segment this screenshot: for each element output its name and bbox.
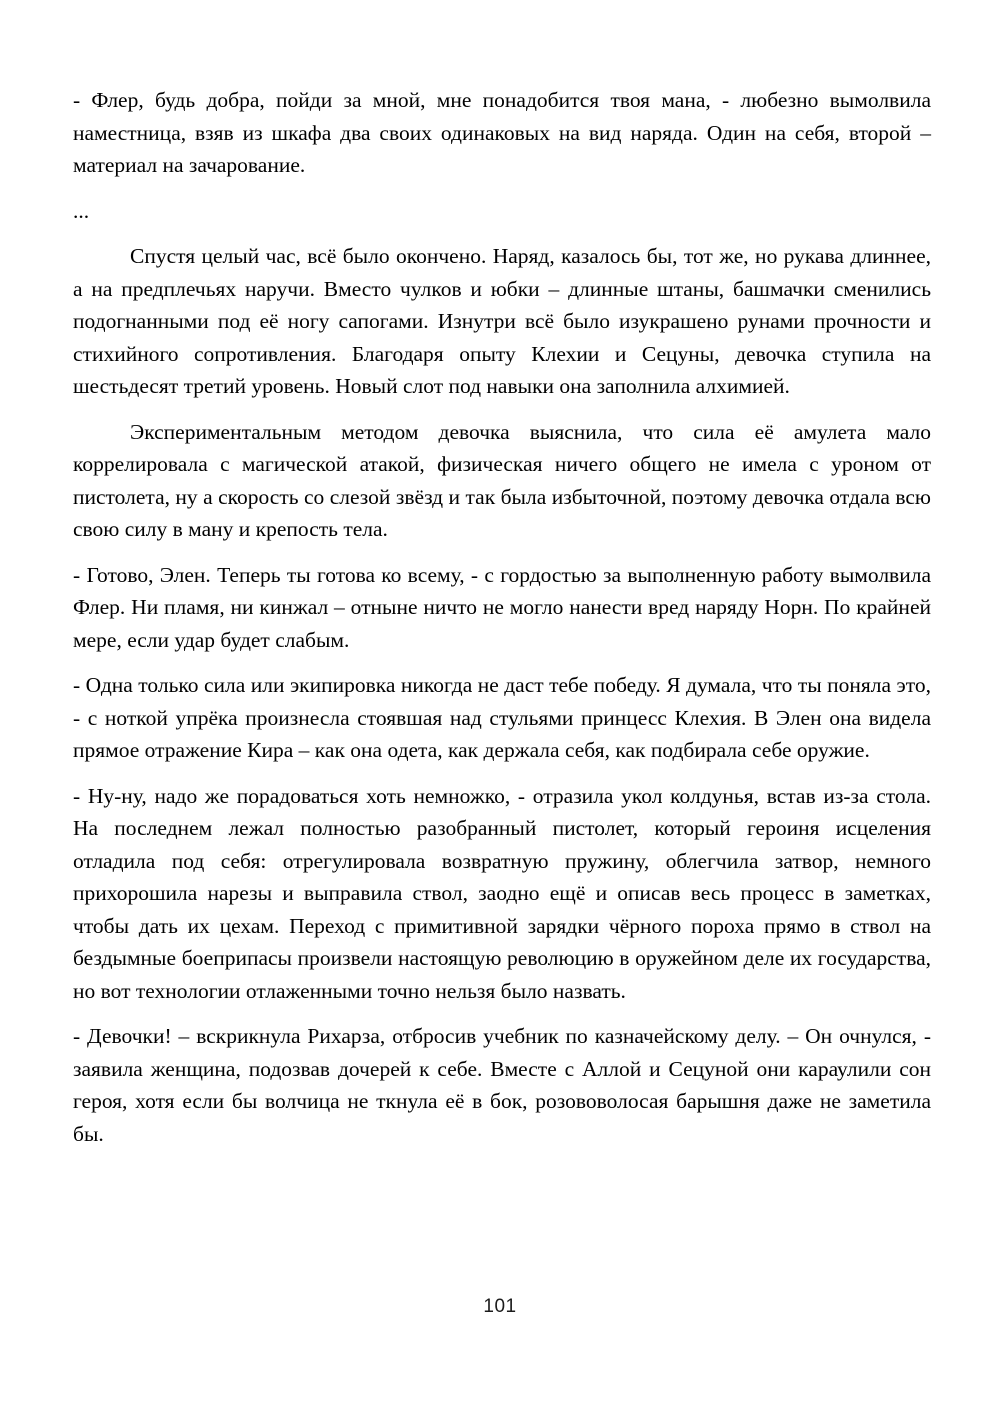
page-text-block xyxy=(73,84,931,1163)
paragraph-narrative-experiment: Экспериментальным методом девочка выяснила, что сила её амулета мало коррелировала с магической атакой, физическая ничего общего не имела с уроном от пистолета, ну а скорость со слезой звёзд и так была избыточной, поэтому девочка отдала всю свою силу в ману и крепость тела. xyxy=(73,419,931,541)
paragraph-dialog-nunu: - Ну-ну, надо же порадоваться хоть немножко, - отразила укол колдунья, встав из-за стола. На последнем лежал полностью разобранный пистолет, который героиня исцеления отладила под себя: отрегулировала возвратную пружину, облегчила затвор, немного прихорошила нарезы и выправила ствол, заодно ещё и описав весь процесс в заметках, чтобы дать их цехам. Переход с примитивной зарядки чёрного пороха прямо в ствол на бездымные боеприпасы произвели настоящую революцию в оружейном деле их государства, но вот технологии отлаженными точно нельзя было назвать. xyxy=(73,783,931,1003)
paragraph-dialog-fler: - Флер, будь добра, пойди за мной, мне понадобится твоя мана, - любезно вымолвила наместница, взяв из шкафа два своих одинаковых на вид наряда. Один на себя, второй – материал на зачарование. xyxy=(73,88,931,177)
paragraph-dialog-devochki: - Девочки! – вскрикнула Рихарза, отбросив учебник по казначейскому делу. – Он очнулся, - заявила женщина, подозвав дочерей к себе. Вместе с Аллой и Сецуной они караулили сон героя, хотя если бы волчица не ткнула её в бок, розововолосая барышня даже не заметила бы. xyxy=(73,1024,931,1146)
paragraph-dialog-gotovo: - Готово, Элен. Теперь ты готова ко всему, - с гордостью за выполненную работу вымолвила Флер. Ни пламя, ни кинжал – отныне ничто не могло нанести вред наряду Норн. По крайней мере, если удар будет слабым. xyxy=(73,562,931,652)
paragraph-dialog-klehia: - Одна только сила или экипировка никогда не даст тебе победу. Я думала, что ты поняла это, - с ноткой упрёка произнесла стоявшая над стульями принцесс Клехия. В Элен она видела прямое отражение Кира – как она одета, как держала себя, как подбирала себе оружие. xyxy=(73,673,931,762)
page-number: 101 xyxy=(483,1296,517,1317)
paragraph-ellipsis-separator: ... xyxy=(73,198,90,223)
paragraph-narrative-outfit: Спустя целый час, всё было окончено. Наряд, казалось бы, тот же, но рукава длиннее, а на предплечьях наручи. Вместо чулков и юбки – длинные штаны, башмачки сменились подогнанными под её ногу сапогами. Изнутри всё было изукрашено рунами прочности и стихийного сопротивления. Благодаря опыту Клехии и Сецуны, девочка ступила на шестьдесят третий уровень. Новый слот под навыки она заполнила алхимией. xyxy=(73,244,931,398)
